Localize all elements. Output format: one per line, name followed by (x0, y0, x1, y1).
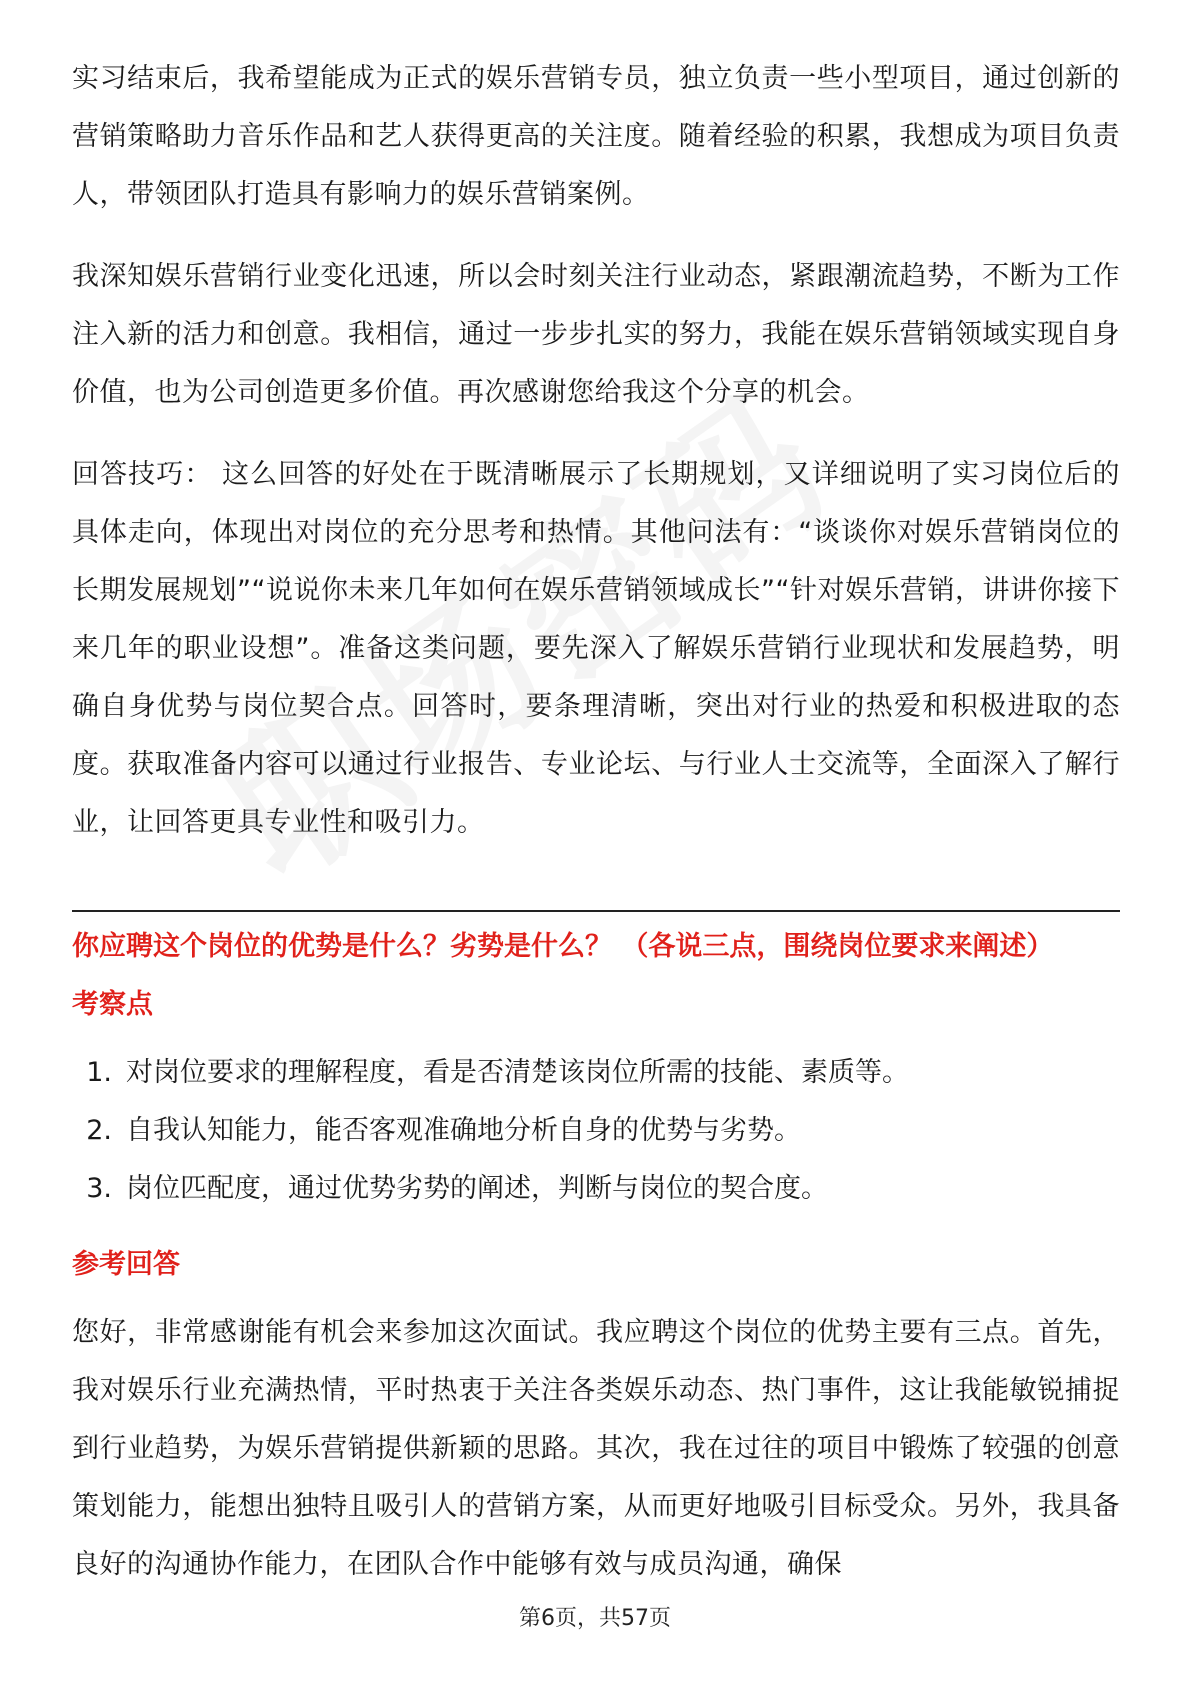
list-item-text: 岗位匹配度，通过优势劣势的阐述，判断与岗位的契合度。 (126, 1173, 828, 1204)
paragraph-industry-awareness: 我深知娱乐营销行业变化迅速，所以会时刻关注行业动态，紧跟潮流趋势，不断为工作注入新的活力和创意。我相信，通过一步步扎实的努力，我能在娱乐营销领域实现自身价值，也为公司创造更多价值。再次感谢您给我这个分享的机会。 (72, 261, 1120, 408)
question-section (72, 918, 1120, 1594)
exam-points-heading: 考察点 (72, 989, 153, 1020)
list-item-text: 对岗位要求的理解程度，看是否清楚该岗位所需的技能、素质等。 (126, 1057, 909, 1088)
list-item (72, 1102, 1120, 1160)
document-body (72, 50, 1120, 852)
list-item (72, 1160, 1120, 1218)
list-item (72, 1044, 1120, 1102)
paragraph-answer-tips: 回答技巧： 这么回答的好处在于既清晰展示了长期规划，又详细说明了实习岗位后的具体走向，体现出对岗位的充分思考和热情。其他问法有：“谈谈你对娱乐营销岗位的长期发展规划”“说说你未来几年如何在娱乐营销领域成长”“针对娱乐营销，讲讲你接下来几年的职业设想”。准备这类问题，要先深入了解娱乐营销行业现状和发展趋势，明确自身优势与岗位契合点。回答时，要条理清晰，突出对行业的热爱和积极进取的态度。获取准备内容可以通过行业报告、专业论坛、与行业人士交流等，全面深入了解行业，让回答更具专业性和吸引力。 (72, 459, 1120, 838)
section-divider (72, 910, 1120, 912)
paragraph-career-goal: 实习结束后，我希望能成为正式的娱乐营销专员，独立负责一些小型项目，通过创新的营销策略助力音乐作品和艺人获得更高的关注度。随着经验的积累，我想成为项目负责人，带领团队打造具有影响力的娱乐营销案例。 (72, 63, 1120, 210)
list-item-number: 1. (86, 1057, 112, 1088)
list-item-number: 2. (86, 1115, 112, 1146)
page-number: 第6页，共57页 (519, 1606, 671, 1631)
question-title: 你应聘这个岗位的优势是什么？劣势是什么？ （各说三点，围绕岗位要求来阐述） (72, 931, 1054, 962)
reference-answer-text: 您好，非常感谢能有机会来参加这次面试。我应聘这个岗位的优势主要有三点。首先，我对娱乐行业充满热情，平时热衷于关注各类娱乐动态、热门事件，这让我能敏锐捕捉到行业趋势，为娱乐营销提供新颖的思路。其次，我在过往的项目中锻炼了较强的创意策划能力，能想出独特且吸引人的营销方案，从而更好地吸引目标受众。另外，我具备良好的沟通协作能力，在团队合作中能够有效与成员沟通，确保 (72, 1317, 1120, 1580)
reference-answer-heading: 参考回答 (72, 1249, 180, 1280)
list-item-text: 自我认知能力，能否客观准确地分析自身的优势与劣势。 (126, 1115, 801, 1146)
list-item-number: 3. (86, 1173, 112, 1204)
exam-points-list (72, 1044, 1120, 1218)
